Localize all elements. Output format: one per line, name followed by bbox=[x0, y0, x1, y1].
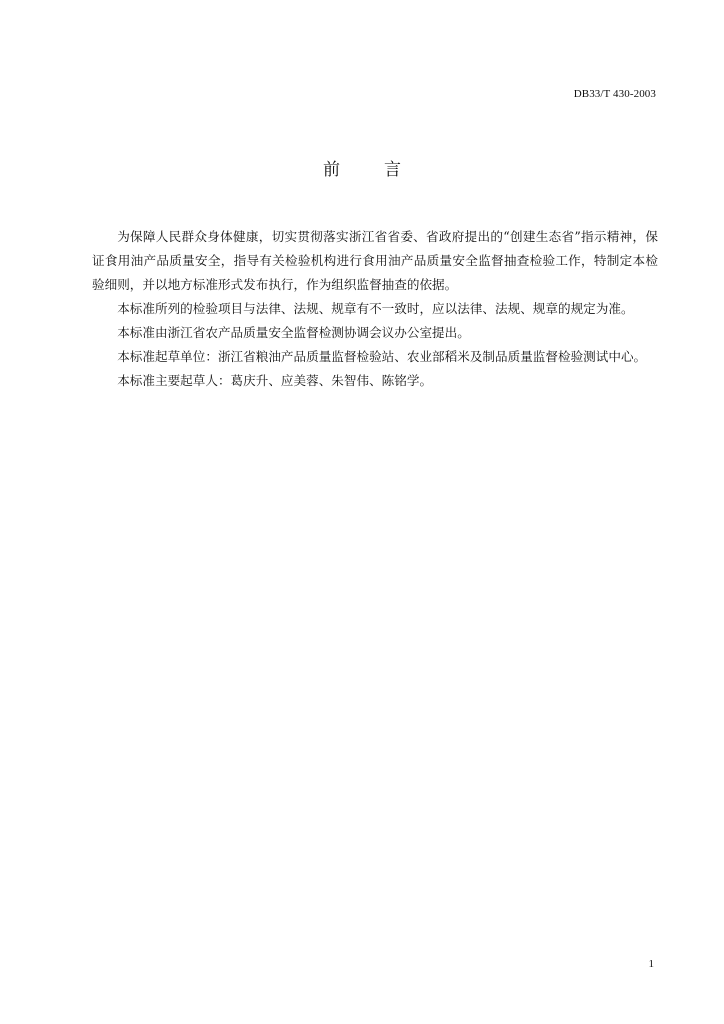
foreword-body bbox=[92, 225, 658, 393]
section-title bbox=[0, 158, 724, 182]
title-char-2: 言 bbox=[384, 160, 401, 180]
paragraph-proposer: 本标准由浙江省农产品质量安全监督检测协调会议办公室提出。 bbox=[117, 325, 470, 340]
paragraph-drafting-units: 本标准起草单位：浙江省粮油产品质量监督检验站、农业部稻米及制品质量监督检验测试中心。 bbox=[117, 349, 647, 364]
document-code: DB33/T 430-2003 bbox=[573, 88, 656, 100]
page-number: 1 bbox=[648, 958, 654, 970]
paragraph-precedence: 本标准所列的检验项目与法律、法规、规章有不一致时，应以法律、法规、规章的规定为准。 bbox=[117, 301, 634, 316]
paragraph-purpose: 为保障人民群众身体健康，切实贯彻落实浙江省省委、省政府提出的“创建生态省”指示精神，保证食用油产品质量安全，指导有关检验机构进行食用油产品质量安全监督抽查检验工作，特制定本检验细则，并以地方标准形式发布执行，作为组织监督抽查的依据。 bbox=[92, 229, 658, 292]
paragraph-drafters: 本标准主要起草人：葛庆升、应美蓉、朱智伟、陈铭学。 bbox=[117, 373, 433, 388]
title-char-1: 前 bbox=[323, 160, 340, 180]
